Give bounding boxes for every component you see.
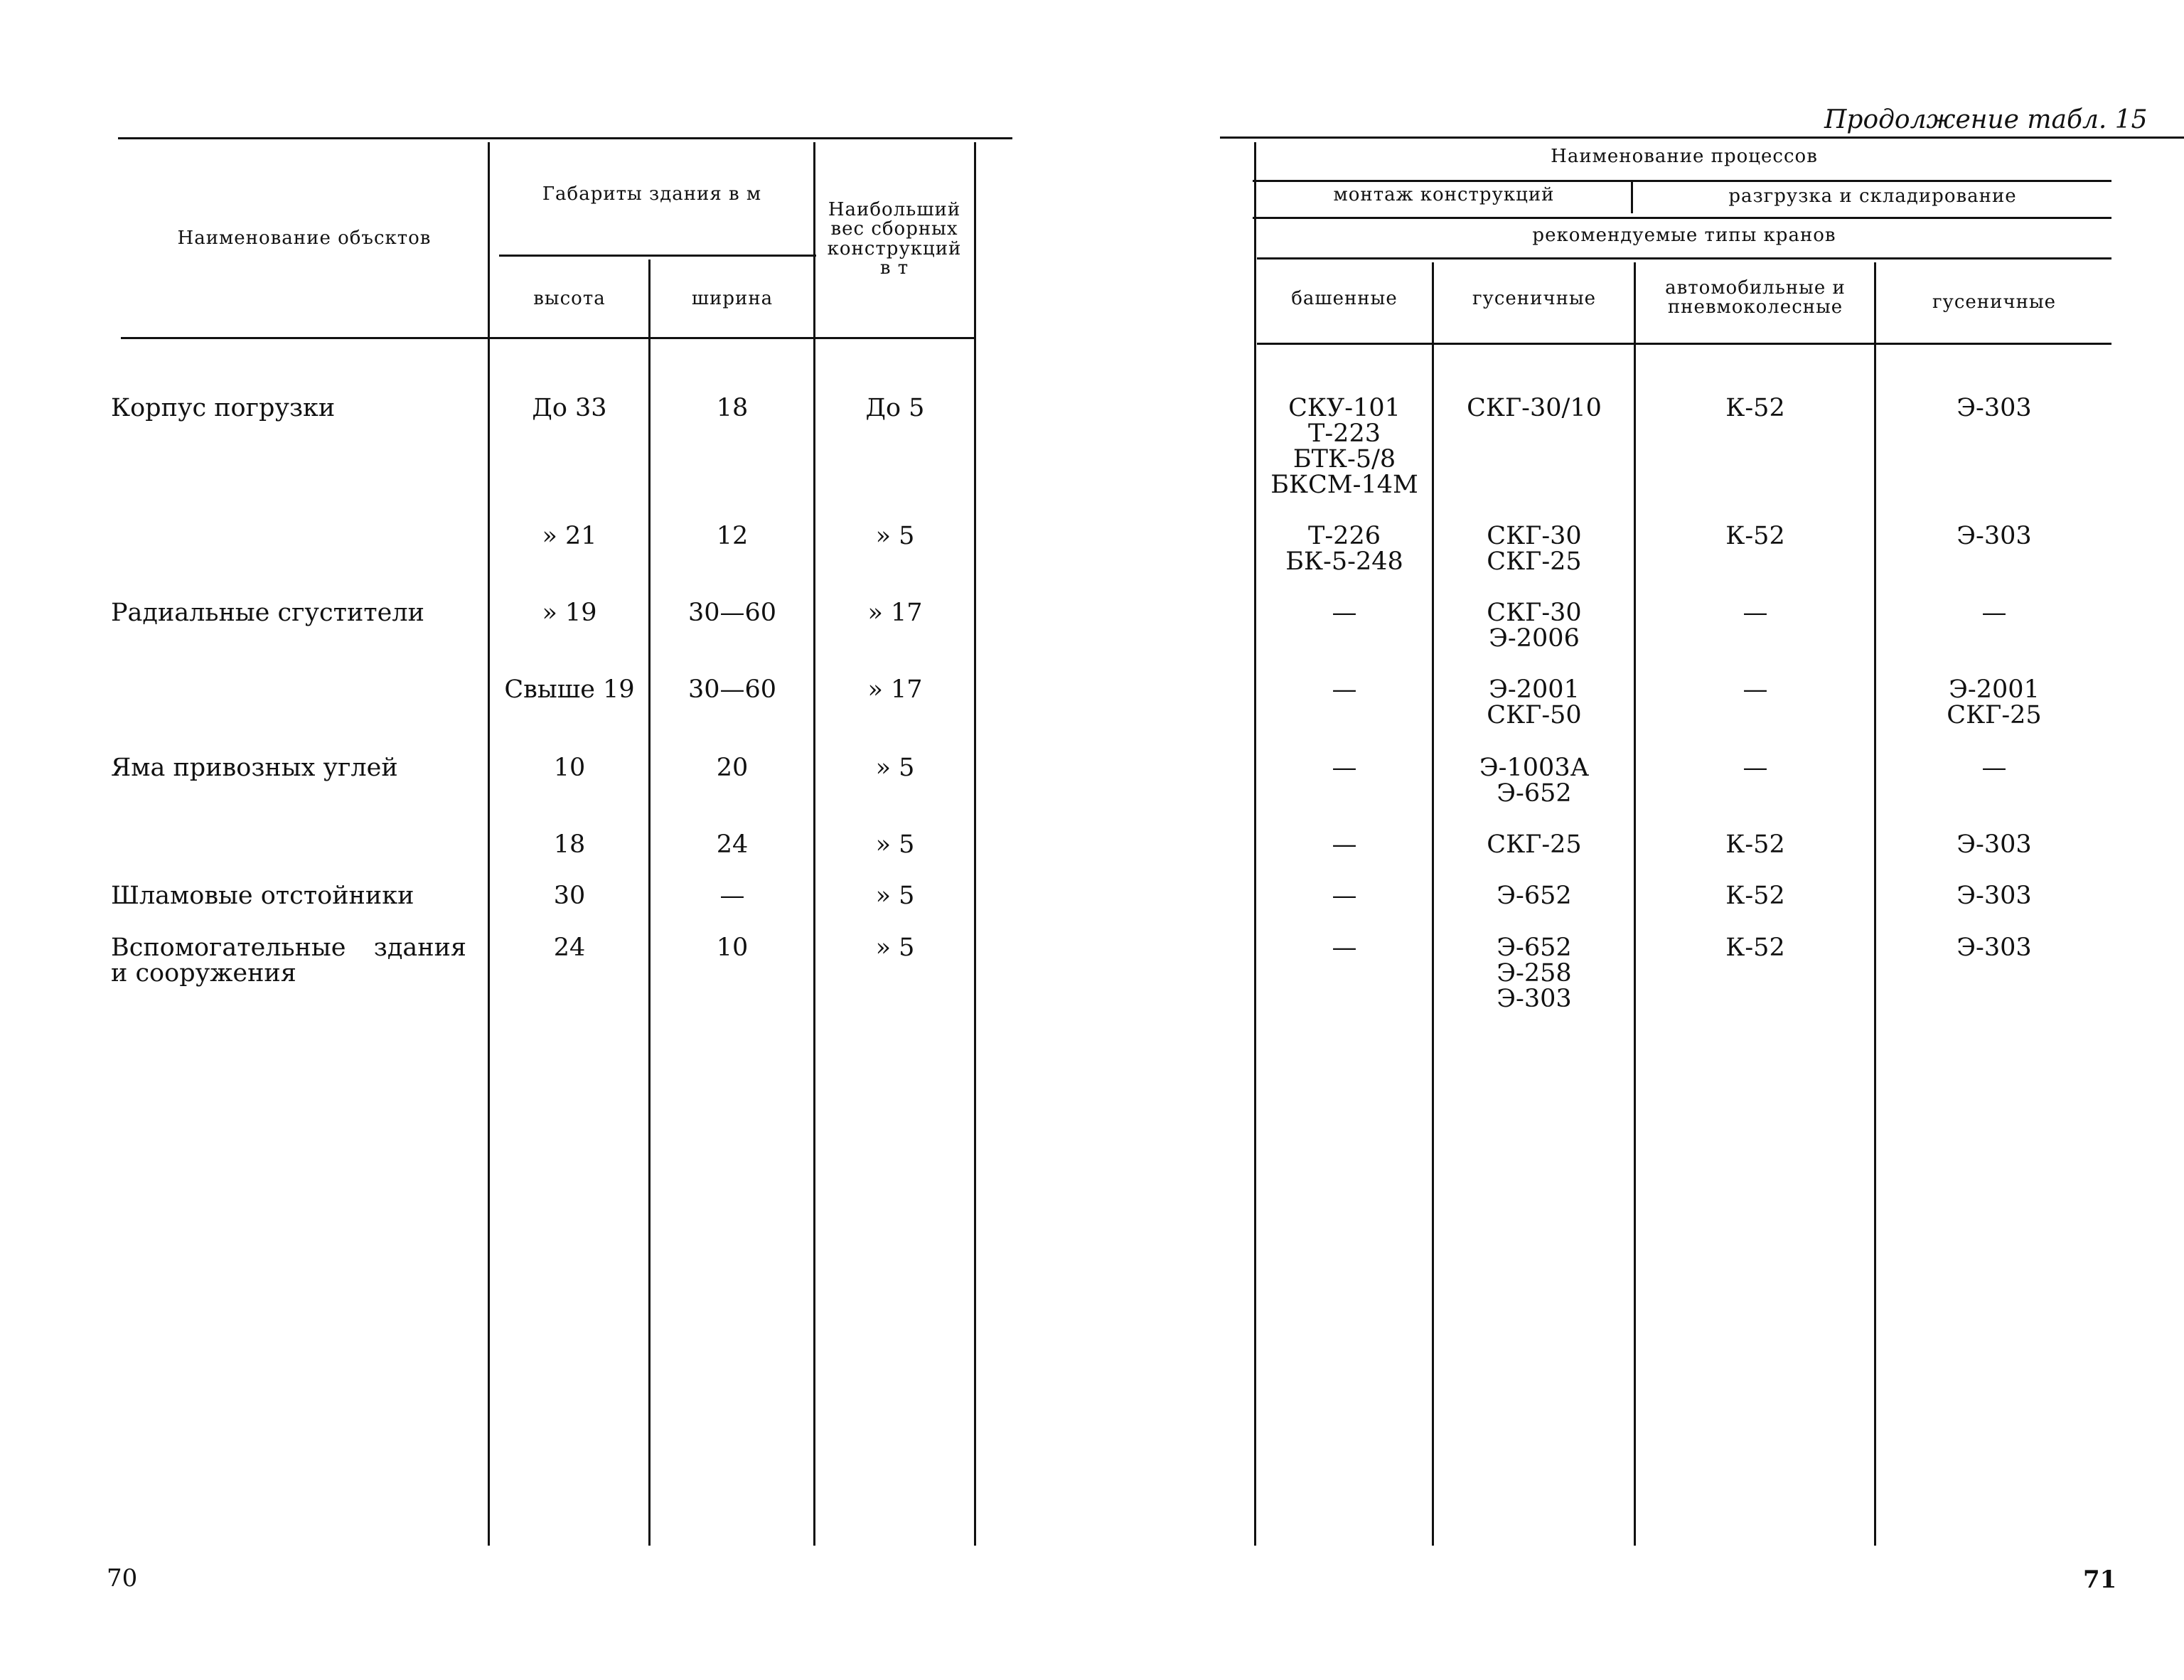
tower-crane-cell xyxy=(1257,677,1432,702)
crane-model: — xyxy=(1332,882,1357,910)
crane-model: Э-303 xyxy=(1956,933,2032,962)
crane-model: СКГ-50 xyxy=(1487,701,1582,729)
tower-crane-cell xyxy=(1257,600,1432,626)
column-rule xyxy=(488,142,490,1546)
crane-model: — xyxy=(1981,599,2007,627)
tower-crane-cell xyxy=(1257,755,1432,781)
header-bottom-rule xyxy=(121,337,974,339)
crawler-crane-cell xyxy=(1435,832,1634,857)
header-bottom-rule xyxy=(1257,343,2111,345)
mounting-split-rule xyxy=(1631,180,1633,213)
tower-crane-cell xyxy=(1257,395,1432,498)
crane-model: Э-1003А xyxy=(1479,754,1590,782)
crane-model: Э-303 xyxy=(1497,985,1572,1013)
auto-crane-cell xyxy=(1637,883,1874,909)
table-top-rule xyxy=(118,137,1012,139)
width-cell: 18 xyxy=(716,394,749,422)
crane-model: СКГ-30 xyxy=(1487,599,1582,627)
auto-crane-cell xyxy=(1637,523,1874,549)
page-number: 70 xyxy=(107,1564,138,1593)
crane-model: Э-652 xyxy=(1497,779,1572,808)
crawler-crane-cell xyxy=(1435,523,1634,574)
auto-crane-cell xyxy=(1637,755,1874,781)
unloading-crawler-cell xyxy=(1877,600,2111,626)
crane-model: К-52 xyxy=(1725,933,1785,962)
object-name: Яма привозных углей xyxy=(111,754,398,782)
crane-model: — xyxy=(1743,754,1768,782)
weight-cell: До 5 xyxy=(865,394,925,422)
crane-model: Э-303 xyxy=(1956,394,2032,422)
height-cell: » 21 xyxy=(542,522,597,550)
crane-model: — xyxy=(1332,599,1357,627)
crane-model: Э-258 xyxy=(1497,959,1572,988)
right-page xyxy=(1092,0,2184,1680)
crane-model: Э-652 xyxy=(1497,882,1572,910)
crane-model: — xyxy=(1743,599,1768,627)
height-cell: До 33 xyxy=(532,394,607,422)
auto-header: автомобильные и пневмоколесные xyxy=(1665,277,1846,319)
column-rule xyxy=(648,260,651,1546)
height-cell: 30 xyxy=(553,882,586,910)
weight-cell: » 17 xyxy=(867,675,923,704)
crane-model: — xyxy=(1332,675,1357,704)
crane-model: СКГ-30 xyxy=(1487,522,1582,550)
unloading-crawler-cell xyxy=(1877,395,2111,421)
width-cell: 30—60 xyxy=(687,599,777,627)
crawler2-header: гусеничные xyxy=(1932,291,2057,313)
unloading-crawler-cell xyxy=(1877,755,2111,781)
crane-model: К-52 xyxy=(1725,830,1785,859)
crawler-crane-cell xyxy=(1435,600,1634,651)
crawler-crane-cell xyxy=(1435,935,1634,1012)
unloading-crawler-cell xyxy=(1877,523,2111,549)
crane-model: Т-223 xyxy=(1308,419,1381,448)
weight-cell: » 5 xyxy=(875,522,915,550)
column-rule xyxy=(974,142,976,1546)
crane-types-header: рекомендуемые типы кранов xyxy=(1532,225,1836,246)
crane-model: Э-2006 xyxy=(1489,624,1580,653)
crane-model: Э-303 xyxy=(1956,830,2032,859)
crane-model: СКГ-30/10 xyxy=(1467,394,1602,422)
crane-model: — xyxy=(1332,754,1357,782)
crane-model: СКГ-25 xyxy=(1947,701,2042,729)
height-cell: Свыше 19 xyxy=(504,675,635,704)
auto-crane-cell xyxy=(1637,935,1874,961)
crane-model: Э-303 xyxy=(1956,882,2032,910)
table-top-rule xyxy=(1220,137,2184,139)
crane-model: Э-2001 xyxy=(1949,675,2040,704)
column-rule xyxy=(1432,262,1434,1546)
weight-cell: » 5 xyxy=(875,830,915,859)
column-rule xyxy=(1254,142,1256,1546)
crane-model: — xyxy=(1332,933,1357,962)
crane-model: — xyxy=(1743,675,1768,704)
width-cell: 20 xyxy=(716,754,749,782)
processes-divider-rule xyxy=(1253,180,2111,182)
height-cell: » 19 xyxy=(542,599,597,627)
crawler-crane-cell xyxy=(1435,395,1634,421)
column-rule xyxy=(1634,262,1636,1546)
crane-model: — xyxy=(1332,830,1357,859)
mounting-header: монтаж конструкций xyxy=(1333,184,1555,205)
object-name: Радиальные сгустители xyxy=(111,599,424,627)
crawler-crane-cell xyxy=(1435,755,1634,806)
tower-crane-cell xyxy=(1257,832,1432,857)
unloading-crawler-cell xyxy=(1877,883,2111,909)
crane-model: БК-5-248 xyxy=(1285,547,1403,576)
crawler-header: гусеничные xyxy=(1472,288,1597,309)
crane-model: К-52 xyxy=(1725,882,1785,910)
tower-crane-cell xyxy=(1257,883,1432,909)
crane-model: СКГ-25 xyxy=(1487,830,1582,859)
column-rule xyxy=(1874,262,1876,1546)
object-name: Корпус погрузки xyxy=(111,394,336,422)
auto-crane-cell xyxy=(1637,832,1874,857)
crane-model: СКГ-25 xyxy=(1487,547,1582,576)
width-cell: — xyxy=(719,882,745,910)
crane-model: К-52 xyxy=(1725,522,1785,550)
crawler-crane-cell xyxy=(1435,677,1634,728)
crane-model: БКСМ-14М xyxy=(1270,471,1418,499)
page-number: 71 xyxy=(2083,1566,2117,1594)
crane-model: Э-303 xyxy=(1956,522,2032,550)
auto-crane-cell xyxy=(1637,600,1874,626)
crane-model: Э-652 xyxy=(1497,933,1572,962)
width-cell: 12 xyxy=(716,522,749,550)
processes-header: Наименование процессов xyxy=(1551,146,1818,167)
object-name: Вспомогательные здания и сооружения xyxy=(111,933,466,988)
auto-crane-cell xyxy=(1637,677,1874,702)
crane-types-divider-rule xyxy=(1257,257,2111,260)
width-cell: 30—60 xyxy=(687,675,777,704)
tower-crane-cell xyxy=(1257,935,1432,961)
weight-cell: » 17 xyxy=(867,599,923,627)
unloading-crawler-cell xyxy=(1877,935,2111,961)
height-cell: 10 xyxy=(553,754,586,782)
weight-cell: » 5 xyxy=(875,882,915,910)
crawler-crane-cell xyxy=(1435,883,1634,909)
object-name: Шламовые отстойники xyxy=(111,882,414,910)
tower-crane-cell xyxy=(1257,523,1432,574)
width-cell: 10 xyxy=(716,933,749,962)
crane-model: БТК-5/8 xyxy=(1292,445,1396,473)
unloading-crawler-cell xyxy=(1877,677,2111,728)
unloading-crawler-cell xyxy=(1877,832,2111,857)
objects-header: Наименование объсктов xyxy=(177,228,432,249)
crane-model: Э-2001 xyxy=(1489,675,1580,704)
unloading-header: разгрузка и складирование xyxy=(1728,186,2017,207)
weight-cell: » 5 xyxy=(875,933,915,962)
crane-model: К-52 xyxy=(1725,394,1785,422)
tower-header: башенные xyxy=(1291,288,1398,309)
dims-divider-rule xyxy=(499,255,816,257)
width-header: ширина xyxy=(691,288,774,309)
height-header: высота xyxy=(533,288,606,309)
height-cell: 18 xyxy=(553,830,586,859)
table-caption: Продолжение табл. 15 xyxy=(1824,105,2148,134)
mounting-divider-rule xyxy=(1253,217,2111,219)
auto-crane-cell xyxy=(1637,395,1874,421)
dims-header: Габариты здания в м xyxy=(542,183,762,205)
weight-cell: » 5 xyxy=(875,754,915,782)
height-cell: 24 xyxy=(553,933,586,962)
crane-model: — xyxy=(1981,754,2007,782)
column-rule xyxy=(813,142,815,1546)
crane-model: СКУ-101 xyxy=(1288,394,1401,422)
width-cell: 24 xyxy=(716,830,749,859)
weight-header: Наибольший вес сборных конструкций в т xyxy=(827,199,962,279)
crane-model: Т-226 xyxy=(1308,522,1381,550)
